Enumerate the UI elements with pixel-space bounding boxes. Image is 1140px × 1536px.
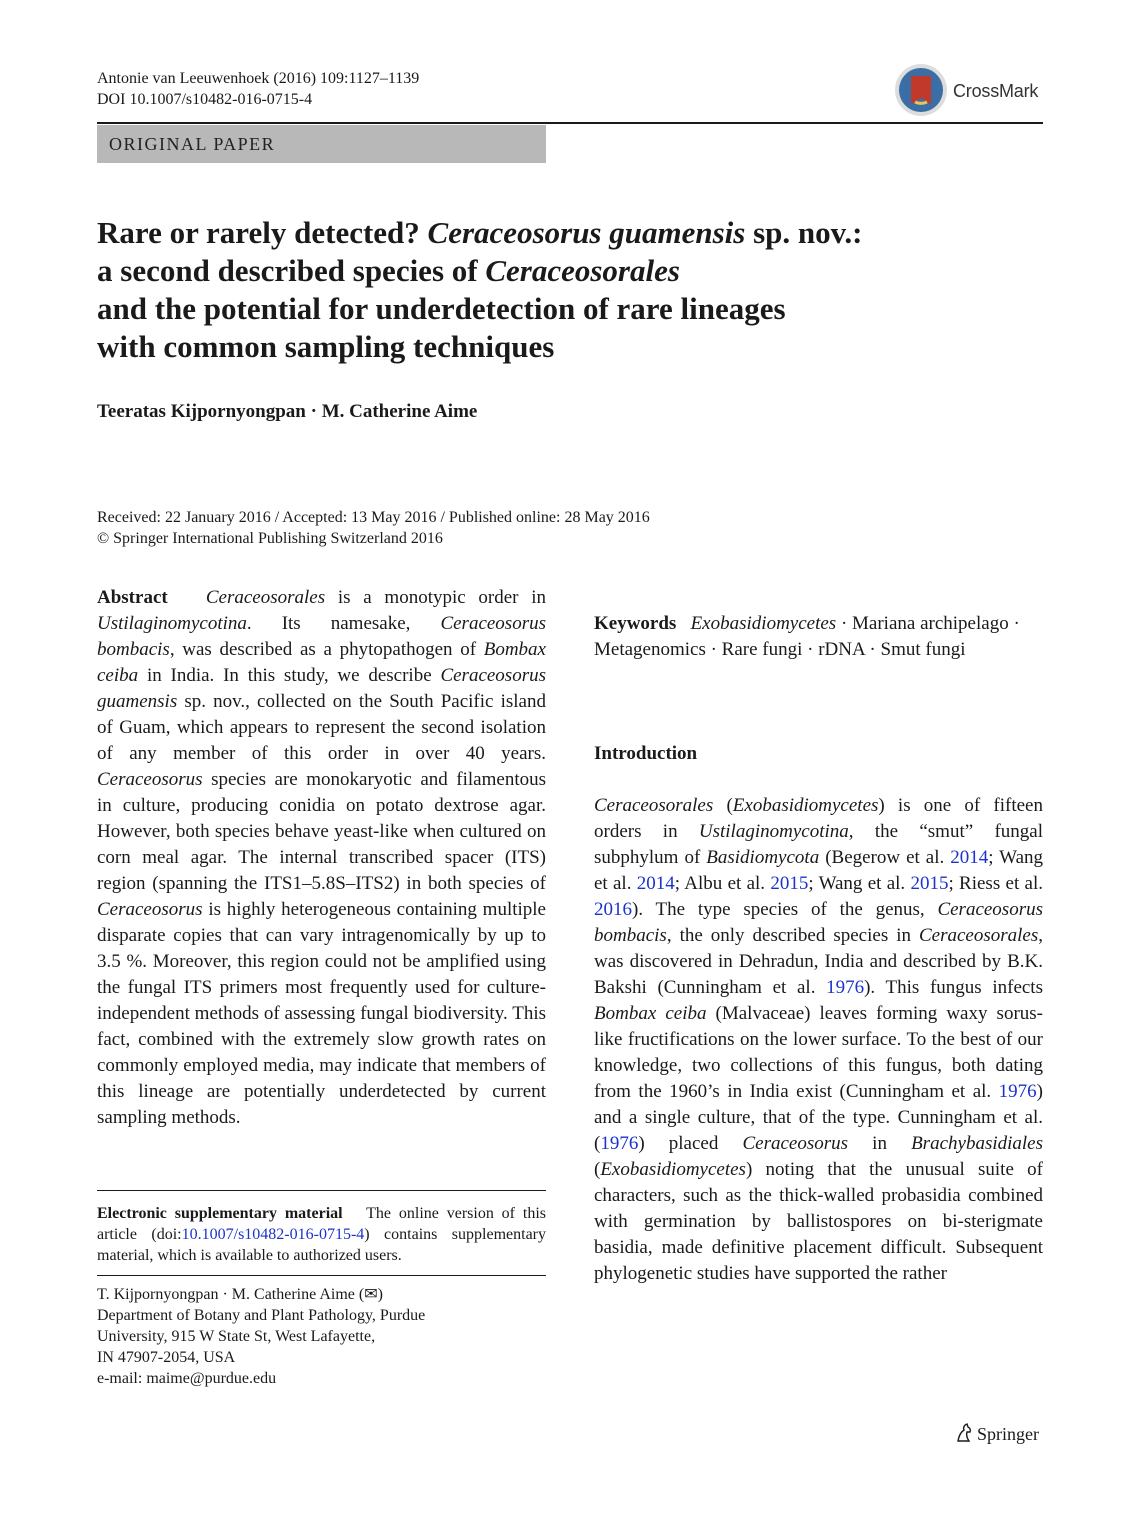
keywords — [594, 611, 1043, 663]
left-column — [97, 585, 546, 1131]
italic-term: Ustilaginomycotina — [698, 821, 849, 842]
footnote-divider — [97, 1190, 546, 1191]
citation-link[interactable]: 1976 — [600, 1133, 639, 1154]
title-line-3: and the potential for underdetection of rare lineages — [97, 291, 786, 326]
publisher-logo — [955, 1423, 1039, 1445]
publisher-name: Springer — [977, 1424, 1039, 1444]
crossmark-badge[interactable] — [893, 62, 1043, 118]
journal-reference — [97, 68, 419, 110]
received-accepted-published: Received: 22 January 2016 / Accepted: 13 May 2016 / Published online: 28 May 2016 — [97, 509, 650, 526]
journal-line: Antonie van Leeuwenhoek (2016) 109:1127–1139 — [97, 70, 420, 87]
citation-link[interactable]: 2015 — [770, 873, 809, 894]
affiliation-names: T. Kijpornyongpan · M. Catherine Aime (✉) — [97, 1286, 383, 1303]
author-affiliation — [97, 1284, 546, 1389]
title-order: Ceraceosorales — [485, 253, 680, 288]
crossmark-icon — [893, 62, 949, 118]
title-text: sp. nov.: — [745, 215, 863, 250]
publication-dates — [97, 507, 650, 549]
supplementary-material-note — [97, 1203, 546, 1266]
italic-term: Ceraceosorus — [97, 899, 203, 920]
citation-link[interactable]: 1976 — [998, 1081, 1037, 1102]
right-column — [594, 585, 1043, 1287]
abstract — [97, 585, 546, 1131]
citation-link[interactable]: 2016 — [594, 899, 632, 920]
header-divider — [97, 122, 1043, 124]
abstract-body: Ceraceosorales is a monotypic order in Ustilaginomycotina. Its namesake, Ceraceosorus bombacis, was described as a phytopathogen of Bombax ceiba in India. In this study, we describe Ceraceosorus guamensis sp. nov., collected on the South Pacific island of Guam, which appears to represent the second isolation of any member of this order in over 40 years. Ceraceosorus species are monokaryotic and filamentous in culture, producing conidia on potato dextrose agar. However, both species behave yeast-like when cultured on corn meal agar. The internal transcribed spacer (ITS) region (spanning the ITS1–5.8S–ITS2) in both species of Ceraceosorus is highly heterogeneous containing multiple disparate copies that can vary intragenomically by up to 3.5 %. Moreover, this region could not be amplified using the fungal ITS primers most frequently used for culture-independent methods of assessing fungal biodiversity. This fact, combined with the extremely slow growth rates on commonly employed media, may indicate that members of this lineage are potentially underdetected by current sampling methods. — [97, 587, 546, 1128]
doi-link[interactable]: 10.1007/s10482-016-0715-4 — [181, 1226, 365, 1243]
esm-label: Electronic supplementary material — [97, 1205, 343, 1222]
crossmark-label: CrossMark — [953, 81, 1039, 101]
affiliation-divider — [97, 1275, 546, 1276]
title-text: a second described species of — [97, 253, 486, 288]
citation-link[interactable]: 2015 — [910, 873, 949, 894]
italic-term: Ceraceosorus guamensis — [97, 665, 546, 712]
title-line-4: with common sampling techniques — [97, 329, 555, 364]
title-line-2 — [97, 252, 1043, 290]
title-species: Ceraceosorus guamensis — [427, 215, 746, 250]
italic-term: Ceraceosorus — [97, 769, 203, 790]
introduction-text — [594, 793, 1043, 1287]
copyright-line: © Springer International Publishing Switzerland 2016 — [97, 530, 443, 547]
italic-term: Basidiomycota — [706, 847, 820, 868]
italic-term: Ustilaginomycotina — [97, 613, 247, 634]
italic-term: Exobasidiomycetes — [732, 795, 879, 816]
italic-term: Brachybasidiales — [911, 1133, 1044, 1154]
introduction-body: Ceraceosorales (Exobasidiomycetes) is one of fifteen orders in Ustilaginomycotina, the “smut” fungal subphylum of Basidiomycota (Begerow et al. 2014; Wang et al. 2014; Albu et al. 2015; Wang et al. 2015; Riess et al. 2016). The type species of the genus, Ceraceosorus bombacis, the only described species in Ceraceosorales, was discovered in Dehradun, India and described by B.K. Bakshi (Cunningham et al. 1976). This fungus infects Bombax ceiba (Malvaceae) leaves forming waxy sorus-like fructifications on the lower surface. To the best of our knowledge, two collections of this fungus, both dating from the 1960’s in India exist (Cunningham et al. 1976) and a single culture, that of the type. Cunningham et al. (1976) placed Ceraceosorus in Brachybasidiales (Exobasidiomycetes) noting that the unusual suite of characters, such as the thick-walled probasidia combined with germination by ballistospores on bi-sterigmate basidia, made definitive placement difficult. Subsequent phylogenetic studies have supported the rather — [594, 795, 1044, 1284]
email-line[interactable]: e-mail: maime@purdue.edu — [97, 1370, 277, 1387]
citation-link[interactable]: 2014 — [636, 873, 675, 894]
keywords-label: Keywords — [594, 613, 677, 634]
affiliation-line: IN 47907-2054, USA — [97, 1349, 236, 1366]
italic-term: Bombax ceiba — [594, 1003, 707, 1024]
author-list: Teeratas Kijpornyongpan · M. Catherine Aime — [97, 401, 478, 422]
citation-link[interactable]: 2014 — [950, 847, 989, 868]
italic-term: Ceraceosorales — [594, 795, 714, 816]
paper-type-label: ORIGINAL PAPER — [97, 125, 546, 163]
title-text: Rare or rarely detected? — [97, 215, 428, 250]
springer-horse-icon — [955, 1423, 973, 1443]
affiliation-line: Department of Botany and Plant Pathology, Purdue — [97, 1307, 426, 1324]
italic-term: Ceraceosorales — [205, 587, 326, 608]
italic-term: Ceraceosorus bombacis — [97, 613, 546, 660]
abstract-label: Abstract — [97, 587, 168, 608]
title-line-1 — [97, 214, 1043, 252]
esm-text: The online version of this article (doi: — [97, 1205, 546, 1243]
italic-term: Exobasidiomycetes — [690, 613, 837, 634]
affiliation-line: University, 915 W State St, West Lafayette, — [97, 1328, 376, 1345]
paper-title — [97, 214, 1043, 366]
keywords-list: Exobasidiomycetes · Mariana archipelago · Metagenomics · Rare fungi · rDNA · Smut fungi — [594, 613, 1020, 660]
section-heading-introduction: Introduction — [594, 743, 698, 764]
italic-term: Exobasidiomycetes — [600, 1159, 746, 1180]
doi-line: DOI 10.1007/s10482-016-0715-4 — [97, 91, 313, 108]
citation-link[interactable]: 1976 — [826, 977, 865, 998]
italic-term: Ceraceosorus — [742, 1133, 849, 1154]
italic-term: Ceraceosorales — [918, 925, 1039, 946]
italic-term: Ceraceosorus bombacis — [594, 899, 1043, 946]
italic-term: Bombax ceiba — [97, 639, 546, 686]
esm-text: ) contains supplementary material, which is available to authorized users. — [97, 1226, 546, 1264]
